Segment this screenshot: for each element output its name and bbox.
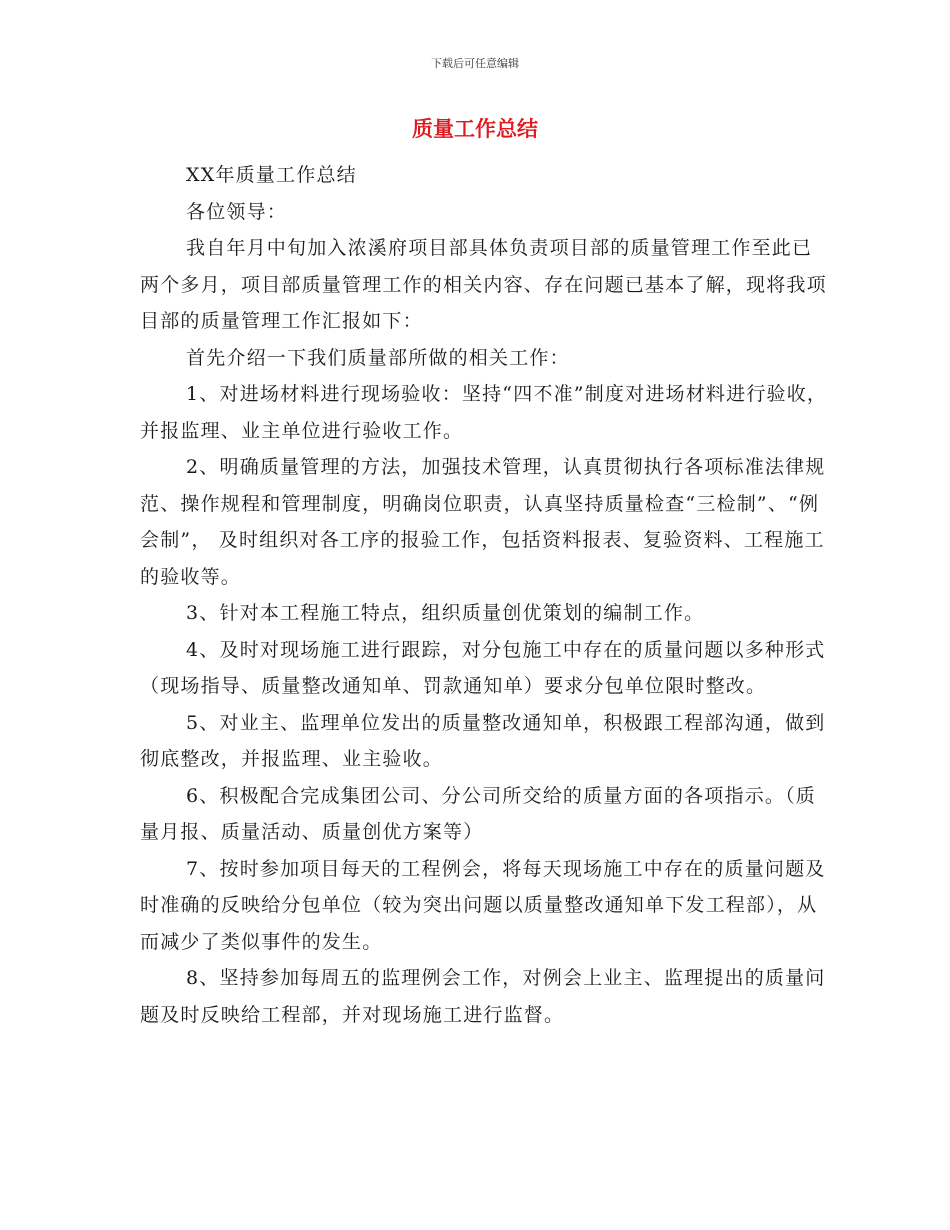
body-paragraph: 4、及时对现场施工进行跟踪，对分包施工中存在的质量问题以多种形式（现场指导、质量整改通知单、罚款通知单）要求分包单位限时整改。 (140, 638, 826, 697)
document-body (140, 157, 830, 1033)
body-paragraph: 首先介绍一下我们质量部所做的相关工作： (186, 346, 570, 369)
body-paragraph: 各位领导： (186, 200, 288, 223)
body-paragraph: 2、明确质量管理的方法，加强技术管理，认真贯彻执行各项标准法律规范、操作规程和管理制度，明确岗位职责，认真坚持质量检查“三检制”、“例会制”， 及时组织对各工序的报验工作，包括资料报表、复验资料、工程施工的验收等。 (140, 456, 826, 588)
body-paragraph: 1、对进场材料进行现场验收：坚持“四不准”制度对进场材料进行验收，并报监理、业主单位进行验收工作。 (140, 383, 828, 442)
body-paragraph: 我自年月中旬加入浓溪府项目部具体负责项目部的质量管理工作至此已两个多月，项目部质量管理工作的相关内容、存在问题已基本了解，现将我项目部的质量管理工作汇报如下： (140, 237, 827, 332)
body-paragraph: 7、按时参加项目每天的工程例会，将每天现场施工中存在的质量问题及时准确的反映给分包单位（较为突出问题以质量整改通知单下发工程部），从而减少了类似事件的发生。 (140, 857, 826, 953)
body-paragraph: XX年质量工作总结 (186, 164, 357, 186)
header-note: 下载后可任意编辑 (431, 57, 519, 70)
body-paragraph: 3、针对本工程施工特点，组织质量创优策划的编制工作。 (186, 602, 705, 624)
body-paragraph: 5、对业主、监理单位发出的质量整改通知单，积极跟工程部沟通，做到彻底整改，并报监理、业主验收。 (140, 711, 826, 770)
body-paragraph: 6、积极配合完成集团公司、分公司所交给的质量方面的各项指示。（质量月报、质量活动、质量创优方案等） (140, 784, 816, 843)
body-paragraph: 8、坚持参加每周五的监理例会工作，对例会上业主、监理提出的质量问题及时反映给工程部，并对现场施工进行监督。 (140, 967, 826, 1026)
document-title: 质量工作总结 (412, 117, 538, 141)
